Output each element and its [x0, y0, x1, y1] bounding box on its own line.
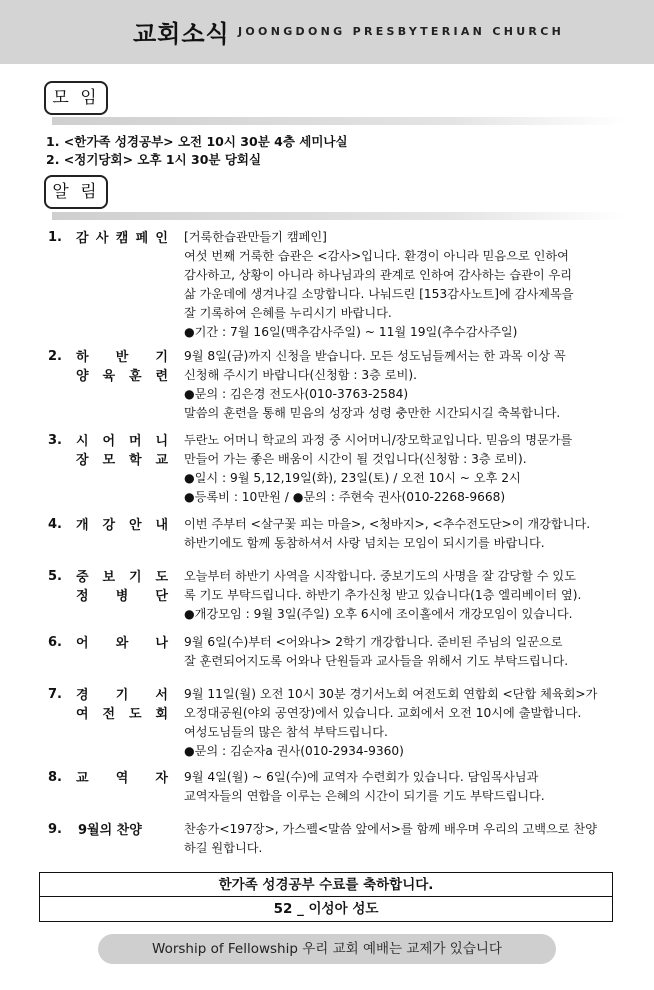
section-label-meeting: 모 임: [44, 81, 108, 115]
notice-number: 4.: [48, 517, 62, 532]
notice-number: 6.: [48, 635, 62, 650]
congrats-banner: 한가족 성경공부 수료를 축하합니다.: [39, 872, 613, 897]
notice-body: [184, 228, 624, 342]
notice-body: [184, 431, 624, 507]
notice-line: [거룩한습관만들기 캠페인]: [184, 230, 327, 244]
notice-line: ●일시 : 9월 5,12,19일(화), 23일(토) / 오전 10시 ~ 오후 2시: [184, 471, 521, 485]
notice-body: [184, 768, 624, 806]
header-subtitle: JOONGDONG PRESBYTERIAN CHURCH: [238, 25, 565, 38]
notice-number: 2.: [48, 349, 62, 364]
notice-number: 5.: [48, 569, 62, 584]
notice-line: ●문의 : 김순자a 권사(010-2934-9360): [184, 744, 404, 758]
notice-title: 9월의 찬양: [78, 823, 142, 838]
notice-body: [184, 685, 624, 761]
notice-line: 만들어 가는 좋은 배움이 시간이 될 것입니다(신청함 : 3층 로비).: [184, 452, 527, 466]
notice-line: 잘 기록하여 은혜를 누리시기 바랍니다.: [184, 306, 392, 320]
notice-line: 하길 원합니다.: [184, 841, 263, 855]
meeting-item: 2. <정기당회> 오후 1시 30분 당회실: [46, 152, 262, 167]
page-header: [0, 0, 654, 64]
section-divider: [52, 117, 624, 125]
notice-title: 양 육 훈 련: [76, 369, 168, 384]
notice-line: 삶 가운데에 생겨나길 소망합니다. 나눠드린 [153감사노트]에 감사제목을: [184, 287, 574, 301]
notice-line: 9월 4일(월) ~ 6일(수)에 교역자 수련회가 있습니다. 담임목사님과: [184, 770, 539, 784]
notice-line: 신청해 주시기 바랍니다(신청함 : 3층 로비).: [184, 368, 417, 382]
footer-slogan: Worship of Fellowship 우리 교회 예배는 교제가 있습니다: [98, 934, 556, 964]
notice-line: ●문의 : 김은경 전도사(010-3763-2584): [184, 387, 409, 401]
section-divider: [52, 212, 624, 220]
notice-number: 9.: [48, 822, 62, 837]
notice-line: 9월 11일(월) 오전 10시 30분 경기서노회 여전도회 연합회 <단합 체육회>가: [184, 687, 598, 701]
notice-line: 두란노 어머니 학교의 과정 중 시어머니/장모학교입니다. 믿음의 명문가를: [184, 433, 573, 447]
notice-title: 중 보 기 도: [76, 570, 168, 585]
notice-title: 경 기 서: [76, 688, 168, 703]
notice-line: 록 기도 부탁드립니다. 하반기 추가신청 받고 있습니다(1층 엘리베이터 옆).: [184, 588, 582, 602]
meeting-item: 1. <한가족 성경공부> 오전 10시 30분 4층 세미나실: [46, 134, 348, 149]
notice-line: 이번 주부터 <살구꽃 피는 마을>, <청바지>, <추수전도단>이 개강합니다.: [184, 517, 591, 531]
notice-number: 3.: [48, 433, 62, 448]
notice-line: ●기간 : 7월 16일(맥추감사주일) ~ 11월 19일(추수감사주일): [184, 325, 518, 339]
notice-title: 여 전 도 회: [76, 707, 168, 722]
notice-body: [184, 515, 624, 553]
notice-line: 하반기에도 함께 동참하셔서 사랑 넘치는 모임이 되시기를 바랍니다.: [184, 536, 545, 550]
notice-title: 어 와 나: [76, 636, 168, 651]
notice-body: [184, 567, 624, 624]
notice-body: [184, 633, 624, 671]
notice-line: 9월 6일(수)부터 <어와나> 2학기 개강합니다. 준비된 주님의 일꾼으로: [184, 635, 563, 649]
notice-title: 교 역 자: [76, 771, 168, 786]
notice-number: 7.: [48, 687, 62, 702]
section-label-notices: 알 림: [44, 175, 108, 209]
notice-line: 잘 훈련되어지도록 어와나 단원들과 교사들을 위해서 기도 부탁드립니다.: [184, 654, 569, 668]
notice-title: 하 반 기: [76, 350, 168, 365]
notice-body: [184, 347, 624, 423]
notice-line: 여성도님들의 많은 참석 부탁드립니다.: [184, 725, 388, 739]
notice-line: ●개강모임 : 9월 3일(주일) 오후 6시에 조이홀에서 개강모임이 있습니다.: [184, 607, 573, 621]
notice-line: 찬송가<197장>, 가스펠<말씀 앞에서>를 함께 배우며 우리의 고백으로 찬양: [184, 822, 597, 836]
notice-title: 감 사 캠 페 인: [76, 231, 168, 246]
congrats-detail: 52 _ 이성아 성도: [39, 897, 613, 922]
header-title: 교회소식: [133, 20, 230, 48]
notice-line: 오정대공원(야외 공연장)에서 있습니다. 교회에서 오전 10시에 출발합니다.: [184, 706, 582, 720]
notice-title: 시 어 머 니: [76, 434, 168, 449]
notice-title: 장 모 학 교: [76, 453, 168, 468]
notice-number: 1.: [48, 230, 62, 245]
notice-body: [184, 820, 624, 858]
notice-line: 말씀의 훈련을 통해 믿음의 성장과 성령 충만한 시간되시길 축복합니다.: [184, 406, 561, 420]
notice-line: ●등록비 : 10만원 / ●문의 : 주현숙 권사(010-2268-9668): [184, 490, 506, 504]
notice-title: 개 강 안 내: [76, 518, 168, 533]
notice-line: 9월 8일(금)까지 신청을 받습니다. 모든 성도님들께서는 한 과목 이상 꼭: [184, 349, 566, 363]
notice-line: 감사하고, 상황이 아니라 하나님과의 관계로 인하여 감사하는 습관이 우리: [184, 268, 573, 282]
notice-title: 정 병 단: [76, 589, 168, 604]
notice-line: 교역자들의 연합을 이루는 은혜의 시간이 되기를 기도 부탁드립니다.: [184, 789, 545, 803]
notice-line: 오늘부터 하반기 사역을 시작합니다. 중보기도의 사명을 잘 감당할 수 있도: [184, 569, 576, 583]
notice-line: 여섯 번째 거룩한 습관은 <감사>입니다. 환경이 아니라 믿음으로 인하여: [184, 249, 569, 263]
notice-number: 8.: [48, 770, 62, 785]
